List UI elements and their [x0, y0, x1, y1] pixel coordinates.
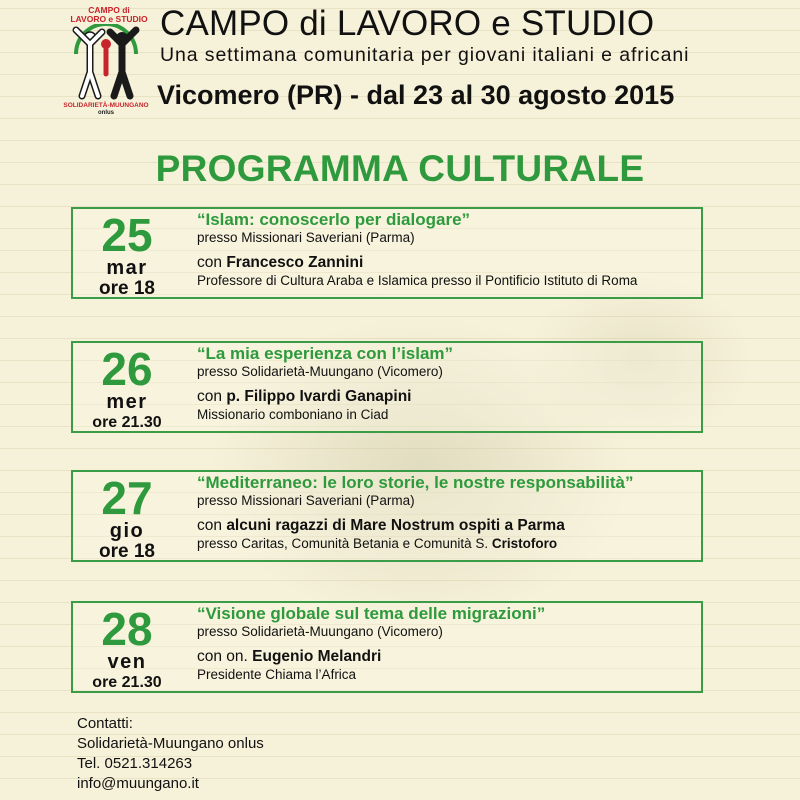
event-speaker: [197, 253, 702, 273]
event-time: ore 21.30: [92, 674, 162, 691]
event-title: “Visione globale sul tema delle migrazioni”: [197, 604, 546, 623]
role-bold: Cristoforo: [491, 536, 558, 551]
event-venue: presso Solidarietà-Muungano (Vicomero): [197, 624, 443, 639]
event-speaker: [197, 516, 702, 536]
speaker-role: [197, 273, 702, 289]
event-venue: presso Missionari Saveriani (Parma): [197, 493, 415, 508]
event-weekday: gio: [109, 520, 145, 542]
section-title: PROGRAMMA CULTURALE: [155, 148, 645, 189]
page-title: CAMPO di LAVORO e STUDIO: [160, 4, 655, 43]
speaker-name: p. Filippo Ivardi Ganapini: [226, 388, 412, 405]
event-speaker: [197, 387, 702, 407]
speaker-role: [197, 536, 702, 552]
event-day: 27: [101, 472, 153, 524]
logo-title-line2: LAVORO e STUDIO: [70, 14, 148, 24]
speaker-prefix: con: [197, 254, 227, 271]
event-time: ore 18: [99, 541, 155, 562]
event-venue: presso Missionari Saveriani (Parma): [197, 230, 415, 245]
speaker-role: [197, 407, 702, 423]
event-date: [73, 343, 181, 434]
speaker-name: Eugenio Melandri: [252, 648, 382, 665]
speaker-name: alcuni ragazzi di Mare Nostrum ospiti a Parma: [226, 517, 565, 534]
event-weekday: mar: [106, 257, 148, 279]
role-text: Missionario comboniano in Ciad: [197, 407, 389, 422]
event-info: [197, 209, 702, 289]
role-text: Presidente Chiama l’Africa: [197, 667, 357, 682]
event-venue: presso Solidarietà-Muungano (Vicomero): [197, 364, 443, 379]
event-speaker: [197, 647, 702, 667]
contacts-phone: Tel. 0521.314263: [77, 755, 193, 772]
event-title: “Islam: conoscerlo per dialogare”: [197, 210, 471, 229]
event-day: 25: [101, 209, 153, 261]
event-box: [71, 470, 703, 562]
logo-org: SOLIDARIETÀ-MUUNGANO: [63, 102, 149, 109]
event-date: [73, 209, 181, 300]
contacts-org: Solidarietà-Muungano onlus: [77, 735, 264, 752]
page-subtitle: Una settimana comunitaria per giovani italiani e africani: [160, 44, 690, 66]
speaker-prefix: con: [197, 517, 227, 534]
role-text: presso Caritas, Comunità Betania e Comunità S.: [197, 536, 492, 551]
event-date: [73, 603, 181, 694]
contacts-email[interactable]: info@muungano.it: [77, 775, 199, 792]
speaker-name: Francesco Zannini: [226, 254, 364, 271]
logo-figures-icon: [66, 24, 146, 100]
event-weekday: ven: [107, 651, 147, 673]
event-info: [197, 472, 702, 552]
event-info: [197, 603, 702, 683]
speaker-role: [197, 667, 702, 683]
event-time: ore 21.30: [92, 414, 162, 431]
contacts-heading: Contatti:: [77, 715, 133, 732]
logo-title: [64, 6, 154, 24]
event-info: [197, 343, 702, 423]
event-title: “La mia esperienza con l’islam”: [197, 344, 454, 363]
logo-title-line1: CAMPO di: [88, 5, 130, 15]
event-date: [73, 472, 181, 563]
event-day: 28: [101, 603, 153, 655]
logo-org-sub: onlus: [98, 110, 114, 116]
event-title: “Mediterraneo: le loro storie, le nostre responsabilità”: [197, 473, 634, 492]
event-box: [71, 207, 703, 299]
event-day: 26: [101, 343, 153, 395]
role-text: Professore di Cultura Araba e Islamica presso il Pontificio Istituto di Roma: [197, 273, 638, 288]
event-box: [71, 341, 703, 433]
event-time: ore 18: [99, 278, 155, 299]
event-box: [71, 601, 703, 693]
logo: [58, 6, 154, 120]
event-weekday: mer: [106, 391, 148, 413]
speaker-prefix: con on.: [197, 648, 253, 665]
contacts: [77, 714, 264, 794]
place-and-date: Vicomero (PR) - dal 23 al 30 agosto 2015: [157, 80, 675, 110]
speaker-prefix: con: [197, 388, 227, 405]
